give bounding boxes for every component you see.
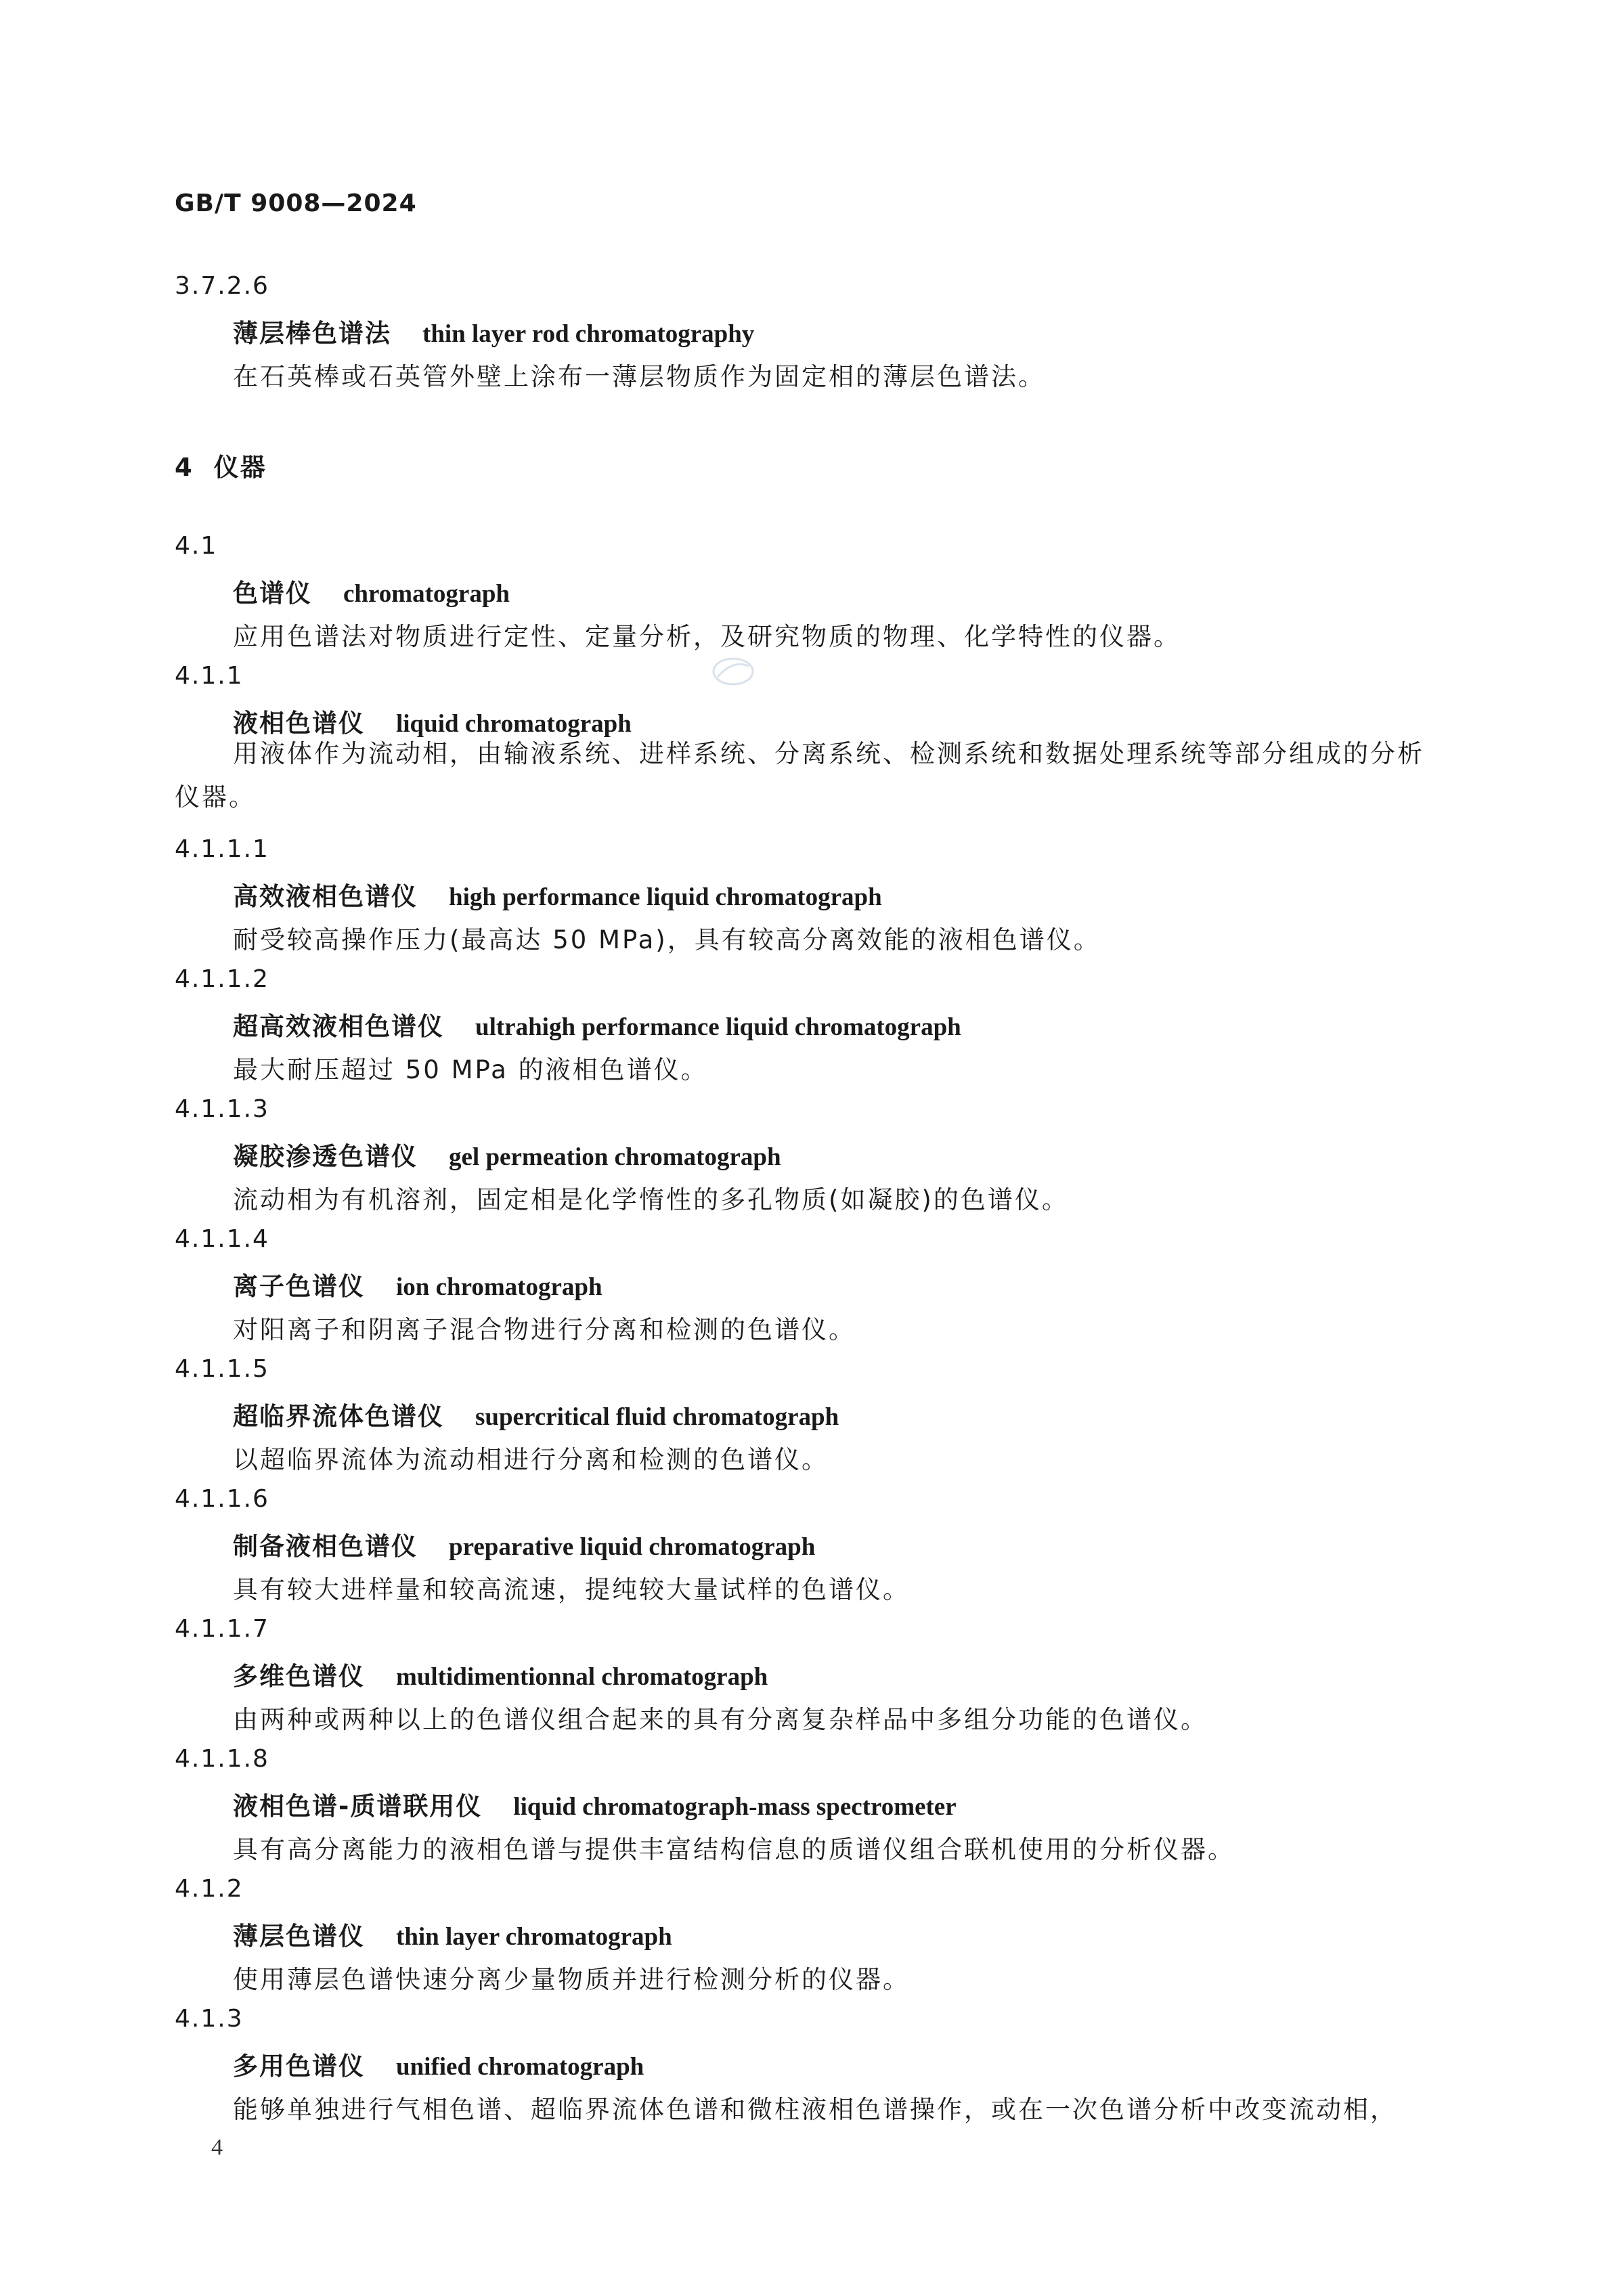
term-chinese: 薄层色谱仪	[233, 1922, 365, 1951]
section-number: 4	[175, 453, 194, 482]
standard-code-header: GB/T 9008—2024	[175, 190, 417, 217]
clause-number: 4.1	[175, 532, 218, 560]
term-definition: 具有较大进样量和较高流速，提纯较大量试样的色谱仪。	[233, 1575, 910, 1604]
term-heading	[233, 2046, 644, 2082]
term-english: thin layer chromatograph	[396, 1923, 672, 1951]
term-heading	[233, 313, 754, 349]
term-heading	[233, 1786, 957, 1822]
section-title: 仪器	[213, 453, 267, 482]
clause-number: 4.1.1.6	[175, 1485, 269, 1513]
clause-number: 4.1.1.5	[175, 1355, 269, 1383]
sac-watermark-logo	[712, 657, 754, 686]
term-definition: 耐受较高操作压力(最高达 50 MPa)，具有较高分离效能的液相色谱仪。	[233, 925, 1101, 954]
term-definition: 流动相为有机溶剂，固定相是化学惰性的多孔物质(如凝胶)的色谱仪。	[233, 1185, 1069, 1214]
term-english: ultrahigh performance liquid chromatograph	[475, 1013, 961, 1041]
clause-number: 4.1.1.4	[175, 1225, 269, 1253]
term-heading	[233, 1006, 961, 1042]
term-heading	[233, 1526, 815, 1562]
term-chinese: 超高效液相色谱仪	[233, 1012, 444, 1041]
term-english: liquid chromatograph	[396, 710, 632, 738]
term-english: liquid chromatograph-mass spectrometer	[513, 1793, 957, 1821]
term-definition: 在石英棒或石英管外壁上涂布一薄层物质作为固定相的薄层色谱法。	[233, 362, 1045, 391]
clause-number: 3.7.2.6	[175, 272, 269, 300]
term-chinese: 多维色谱仪	[233, 1662, 365, 1691]
term-english: high performance liquid chromatograph	[449, 883, 882, 911]
term-english: preparative liquid chromatograph	[449, 1533, 816, 1561]
term-heading	[233, 1136, 781, 1172]
section-heading	[175, 447, 267, 483]
term-english: ion chromatograph	[396, 1273, 602, 1301]
clause-number: 4.1.1.1	[175, 835, 269, 863]
clause-number: 4.1.1	[175, 662, 244, 690]
term-definition: 用液体作为流动相，由输液系统、进样系统、分离系统、检测系统和数据处理系统等部分组成的分析仪器。	[175, 739, 1424, 812]
term-heading	[233, 1266, 602, 1302]
term-english: gel permeation chromatograph	[449, 1143, 781, 1171]
clause-number: 4.1.1.2	[175, 965, 269, 993]
term-english: supercritical fluid chromatograph	[475, 1403, 839, 1431]
term-heading	[233, 1916, 672, 1952]
term-chinese: 色谱仪	[233, 579, 312, 608]
term-definition: 由两种或两种以上的色谱仪组合起来的具有分离复杂样品中多组分功能的色谱仪。	[233, 1705, 1208, 1734]
term-definition: 具有高分离能力的液相色谱与提供丰富结构信息的质谱仪组合联机使用的分析仪器。	[233, 1835, 1235, 1864]
term-chinese: 超临界流体色谱仪	[233, 1402, 444, 1431]
term-heading	[233, 1396, 839, 1432]
clause-number: 4.1.2	[175, 1875, 244, 1903]
clause-number: 4.1.1.3	[175, 1095, 269, 1123]
term-chinese: 薄层棒色谱法	[233, 319, 391, 348]
term-english: thin layer rod chromatography	[422, 320, 755, 348]
term-chinese: 液相色谱-质谱联用仪	[233, 1792, 483, 1821]
term-chinese: 离子色谱仪	[233, 1272, 365, 1301]
term-definition: 以超临界流体为流动相进行分离和检测的色谱仪。	[233, 1445, 829, 1474]
clause-number: 4.1.1.7	[175, 1615, 269, 1643]
term-english: multidimentionnal chromatograph	[396, 1663, 768, 1691]
term-definition: 能够单独进行气相色谱、超临界流体色谱和微柱液相色谱操作，或在一次色谱分析中改变流动相，	[233, 2095, 1397, 2124]
term-heading	[233, 876, 882, 912]
term-chinese: 液相色谱仪	[233, 709, 365, 738]
clause-number: 4.1.1.8	[175, 1745, 269, 1773]
term-heading	[233, 573, 510, 609]
term-heading	[233, 1656, 768, 1692]
term-definition: 使用薄层色谱快速分离少量物质并进行检测分析的仪器。	[233, 1965, 910, 1994]
term-chinese: 凝胶渗透色谱仪	[233, 1142, 418, 1171]
term-chinese: 高效液相色谱仪	[233, 882, 418, 911]
term-english: chromatograph	[343, 580, 510, 608]
term-definition: 最大耐压超过 50 MPa 的液相色谱仪。	[233, 1055, 708, 1084]
term-definition: 对阳离子和阴离子混合物进行分离和检测的色谱仪。	[233, 1315, 856, 1344]
term-chinese: 制备液相色谱仪	[233, 1532, 418, 1561]
page-number: 4	[211, 2135, 223, 2160]
term-chinese: 多用色谱仪	[233, 2052, 365, 2081]
term-definition: 应用色谱法对物质进行定性、定量分析，及研究物质的物理、化学特性的仪器。	[233, 622, 1181, 651]
term-english: unified chromatograph	[396, 2053, 644, 2081]
clause-number: 4.1.3	[175, 2005, 244, 2033]
